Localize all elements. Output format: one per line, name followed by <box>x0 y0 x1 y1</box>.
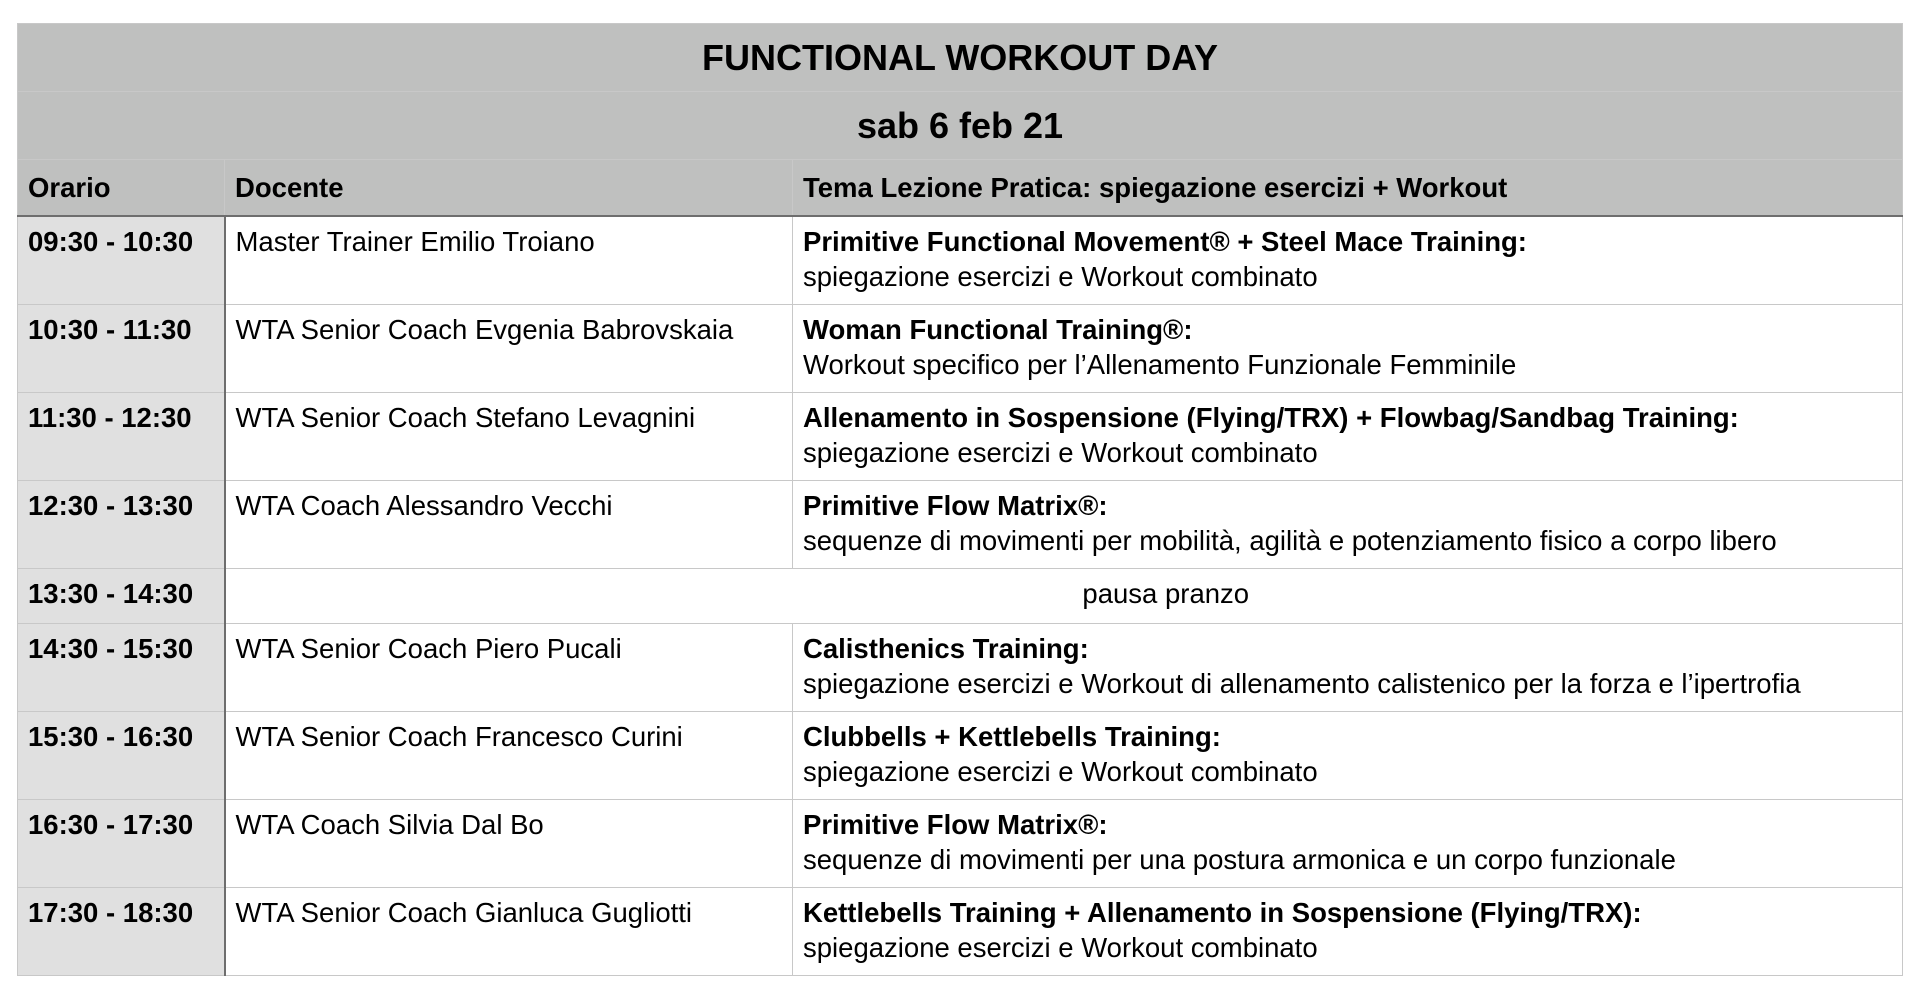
event-date: sab 6 feb 21 <box>18 92 1903 160</box>
topic-title: Clubbells + Kettlebells Training: <box>803 720 1221 752</box>
slot-teacher: WTA Senior Coach Piero Pucali <box>225 623 793 711</box>
slot-time: 16:30 - 17:30 <box>18 799 225 887</box>
slot-time: 11:30 - 12:30 <box>18 392 225 480</box>
slot-time: 12:30 - 13:30 <box>18 480 225 568</box>
slot-teacher: Master Trainer Emilio Troiano <box>225 216 793 304</box>
topic-description: spiegazione esercizi e Workout di allenamento calistenico per la forza e l’ipertrofia <box>803 667 1801 699</box>
table-row <box>18 711 1903 799</box>
table-row <box>18 304 1903 392</box>
date-row <box>18 92 1903 160</box>
topic-title: Kettlebells Training + Allenamento in Sospensione (Flying/TRX): <box>803 896 1642 928</box>
topic-description: spiegazione esercizi e Workout combinato <box>803 261 1318 292</box>
slot-time: 10:30 - 11:30 <box>18 304 225 392</box>
slot-topic <box>793 799 1903 887</box>
slot-teacher: WTA Senior Coach Stefano Levagnini <box>225 392 793 480</box>
slot-teacher: WTA Senior Coach Evgenia Babrovskaia <box>225 304 793 392</box>
topic-title: Allenamento in Sospensione (Flying/TRX) + Flowbag/Sandbag Training: <box>803 401 1739 433</box>
topic-description: Workout specifico per l’Allenamento Funzionale Femminile <box>803 348 1517 380</box>
topic-title: Primitive Functional Movement® + Steel Mace Training: <box>803 226 1527 257</box>
column-header-topic: Tema Lezione Pratica: spiegazione esercizi + Workout <box>793 160 1903 217</box>
slot-topic <box>793 711 1903 799</box>
schedule-sheet <box>17 23 1902 976</box>
topic-description: sequenze di movimenti per una postura armonica e un corpo funzionale <box>803 843 1676 875</box>
lunch-time: 13:30 - 14:30 <box>18 568 225 623</box>
slot-topic <box>793 216 1903 304</box>
slot-topic <box>793 304 1903 392</box>
schedule-table <box>17 23 1903 976</box>
lunch-row <box>18 568 1903 623</box>
page-title: FUNCTIONAL WORKOUT DAY <box>18 24 1903 92</box>
table-row <box>18 392 1903 480</box>
slot-time: 17:30 - 18:30 <box>18 887 225 975</box>
table-row <box>18 887 1903 975</box>
slot-teacher: WTA Senior Coach Gianluca Gugliotti <box>225 887 793 975</box>
table-row <box>18 799 1903 887</box>
slot-time: 14:30 - 15:30 <box>18 623 225 711</box>
table-row <box>18 480 1903 568</box>
lunch-label: pausa pranzo <box>225 568 1903 623</box>
topic-description: spiegazione esercizi e Workout combinato <box>803 436 1318 468</box>
slot-teacher: WTA Coach Silvia Dal Bo <box>225 799 793 887</box>
column-header-row <box>18 160 1903 217</box>
column-header-time: Orario <box>18 160 225 217</box>
slot-time: 09:30 - 10:30 <box>18 216 225 304</box>
slot-time: 15:30 - 16:30 <box>18 711 225 799</box>
topic-description: sequenze di movimenti per mobilità, agilità e potenziamento fisico a corpo libero <box>803 524 1777 556</box>
table-row <box>18 216 1903 304</box>
title-row <box>18 24 1903 92</box>
topic-description: spiegazione esercizi e Workout combinato <box>803 931 1318 963</box>
column-header-teacher: Docente <box>225 160 793 217</box>
slot-teacher: WTA Senior Coach Francesco Curini <box>225 711 793 799</box>
slot-topic <box>793 887 1903 975</box>
topic-title: Primitive Flow Matrix®: <box>803 489 1108 521</box>
topic-title: Calisthenics Training: <box>803 632 1089 664</box>
slot-topic <box>793 480 1903 568</box>
table-row <box>18 623 1903 711</box>
slot-teacher: WTA Coach Alessandro Vecchi <box>225 480 793 568</box>
topic-title: Woman Functional Training®: <box>803 313 1193 345</box>
topic-description: spiegazione esercizi e Workout combinato <box>803 755 1318 787</box>
topic-title: Primitive Flow Matrix®: <box>803 808 1108 840</box>
slot-topic <box>793 623 1903 711</box>
slot-topic <box>793 392 1903 480</box>
